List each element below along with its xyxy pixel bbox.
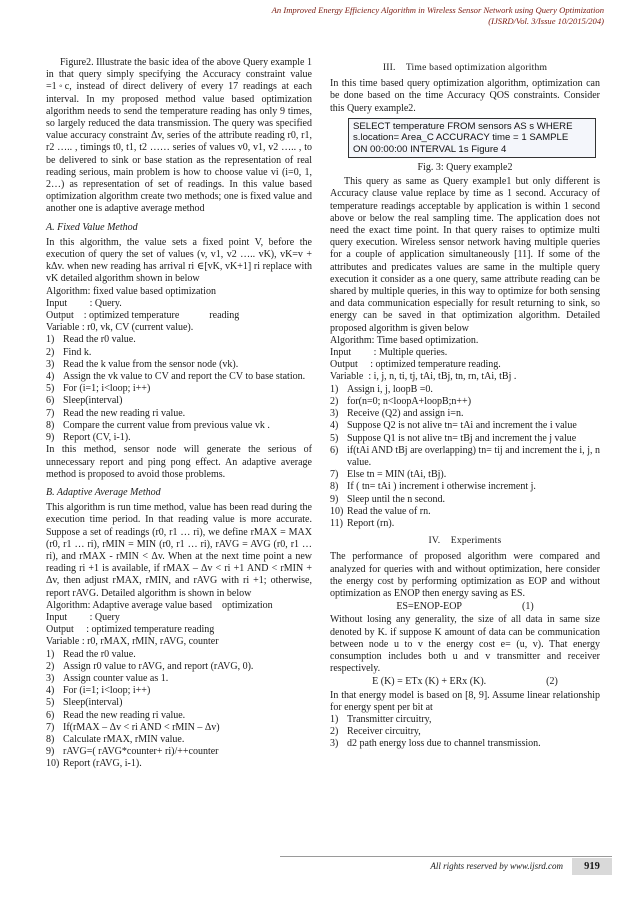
- list-item: 11) Report (rn).: [330, 517, 395, 529]
- page-footer: [0, 856, 638, 876]
- list-item: 5) For (i=1; i<loop; i++): [46, 383, 151, 395]
- fixed-algorithm-title: Algorithm: fixed value based optimization: [46, 285, 216, 297]
- list-item: 7) Read the new reading ri value.: [46, 407, 186, 419]
- figure-line: ON 00:00:00 INTERVAL 1s Figure 4: [353, 143, 507, 155]
- list-item: 5) Sleep(interval): [46, 697, 123, 709]
- list-item: 3) Assign counter value as 1.: [46, 672, 169, 684]
- adaptive-algorithm-variable: Variable : r0, rMAX, rMIN, rAVG, counter: [46, 636, 219, 648]
- section-3-paragraph: In this time based query optimization algorithm, optimization can be done based on the time Accuracy QOS constraints. Consider this Query example2.: [330, 78, 600, 114]
- section-3-paragraph-2: This query as same as Query example1 but only different is Accuracy clause value replace by time as 1 second. Accuracy of temperature readings acceptable by application is within 1 second above or below the real sampling time. The application does not need the exact time point. In that query raises to optimize multi query execution. Wireless sensor network having multiple queries for a couple of application simultaneously [11]. If some of the attributes and predicates values are same in the multiple query execution it consider as a one query, same attribute reading can be shared by multiple queries, in this way to optimize for both sensing and data communication especially for result returning to sink, so energy can be saved in that optimization algorithm. Detailed proposed algorithm is given below: [330, 176, 600, 334]
- list-item: 8) Compare the current value from previous value vk .: [46, 419, 270, 431]
- list-item: 2) for(n=0; n<loopA+loopB;n++): [330, 395, 472, 407]
- list-item: 6) Sleep(interval): [46, 395, 123, 407]
- time-algorithm-title: Algorithm: Time based optimization.: [330, 334, 479, 346]
- adaptive-average-heading: B. Adaptive Average Method: [46, 486, 161, 498]
- right-column: [330, 57, 600, 751]
- list-item: 2) Receiver circuitry,: [330, 726, 421, 738]
- list-item: 8) If ( tn= tAi ) increment i otherwise increment j.: [330, 481, 536, 493]
- copyright-text: All rights reserved by www.ijsrd.com: [430, 861, 563, 871]
- list-item: 3) d2 path energy loss due to channel transmission.: [330, 738, 541, 750]
- header-journal: (IJSRD/Vol. 3/Issue 10/2015/204): [488, 16, 604, 26]
- fixed-algorithm-input: Input : Query.: [46, 297, 122, 309]
- list-item: 2) Assign r0 value to rAVG, and report (rAVG, 0).: [46, 660, 254, 672]
- time-algorithm-variable: Variable : i, j, n, ti, tj, tAi, tBj, tn, rn, tAi, tBj .: [330, 371, 517, 383]
- list-item: 9) rAVG=( rAVG*counter+ ri)/++counter: [46, 746, 219, 758]
- adaptive-algorithm-steps: [46, 649, 312, 771]
- footer-rule: [280, 856, 612, 857]
- running-header: [272, 5, 604, 27]
- list-item: 5) Suppose Q1 is not alive tn= tBj and increment the j value: [330, 432, 577, 444]
- energy-items-list: [330, 714, 600, 751]
- list-item: 1) Assign i, j, loopB =0.: [330, 383, 433, 395]
- page-number: 919: [572, 858, 612, 875]
- list-item: 6) Read the new reading ri value.: [46, 709, 186, 721]
- query-example-figure: [348, 118, 596, 158]
- equation-2: [330, 676, 600, 688]
- list-item: 4) For (i=1; i<loop; i++): [46, 685, 151, 697]
- equation-2-number: (2): [546, 676, 558, 688]
- header-title: An Improved Energy Efficiency Algorithm in Wireless Sensor Network using Query Optimization: [271, 5, 604, 15]
- list-item: 1) Read the r0 value.: [46, 334, 136, 346]
- energy-model-paragraph: In that energy model is based on [8, 9]. Assume linear relationship for energy spent per bit at: [330, 689, 600, 713]
- equation-1-body: ES=ENOP-EOP: [396, 601, 462, 613]
- left-column: [46, 57, 312, 771]
- list-item: 4) Suppose Q2 is not alive tn= tAi and increment the i value: [330, 420, 577, 432]
- list-item: 3) Receive (Q2) and assign i=n.: [330, 408, 464, 420]
- list-item: 7) Else tn = MIN (tAi, tBj).: [330, 469, 447, 481]
- list-item: 6) if(tAi AND tBj are overlapping) tn= tij and increment the i, j, n value.: [330, 444, 600, 468]
- list-item: 2) Find k.: [46, 346, 92, 358]
- list-item: 8) Calculate rMAX, rMIN value.: [46, 733, 185, 745]
- time-algorithm-input: Input : Multiple queries.: [330, 347, 448, 359]
- list-item: 9) Report (CV, i-1).: [46, 432, 131, 444]
- adaptive-algorithm-output: Output : optimized temperature reading: [46, 624, 215, 636]
- list-item: 1) Read the r0 value.: [46, 648, 136, 660]
- adaptive-average-paragraph: This algorithm is run time method, value has been read during the execution time period. In that reading value is more accurate. Suppose a set of readings (r0, r1 … ri), we define rMAX = MAX (r0, r1 … ri), rMIN = MIN (r0, r1 … ri), rAVG = AVG (r0, r1 … ri), and rMAX - rMIN < Δv. When at the next time point a new reading ri +1 is available, if rMAX – Δv < ri +1 AND < rMIN + Δv, then adjust rMAX, rMIN, and rAVG with ri +1; otherwise, report rAVG. Detailed algorithm is shown in below: [46, 502, 312, 599]
- fixed-algorithm-steps: [46, 334, 312, 444]
- figure-caption: Fig. 3: Query example2: [417, 162, 513, 174]
- section-4-paragraph: The performance of proposed algorithm were compared and analyzed for queries with and without optimization, here consider the energy cost by performing optimization as EOP and without optimization as ENOP then energy saving as ES.: [330, 551, 600, 599]
- fixed-value-heading: A. Fixed Value Method: [46, 221, 138, 233]
- section-3-heading: III. Time based optimization algorithm: [382, 62, 548, 73]
- list-item: 7) If(rMAX – Δv < ri AND < rMIN – Δv): [46, 721, 220, 733]
- fixed-algorithm-output: Output : optimized temperature reading: [46, 310, 240, 322]
- time-algorithm-output: Output : optimized temperature reading.: [330, 359, 501, 371]
- list-item: 10) Report (rAVG, i-1).: [46, 758, 142, 770]
- list-item: 1) Transmitter circuitry,: [330, 713, 432, 725]
- list-item: 4) Assign the vk value to CV and report the CV to base station.: [46, 371, 306, 383]
- figure-line: s.location= Area_C ACCURACY time = 1 SAMPLE: [353, 132, 569, 144]
- adaptive-algorithm-title: Algorithm: Adaptive average value based optimization: [46, 599, 273, 611]
- fixed-algorithm-variable: Variable : r0, vk, CV (current value).: [46, 322, 194, 334]
- list-item: 9) Sleep until the n second.: [330, 493, 446, 505]
- data-size-paragraph: Without losing any generality, the size of all data in same size denoted by K. if suppose K amount of data can be communication between node u to v the energy cost e= (u, v). That energy consumption includes both u and v transmitter and receiver respectively.: [330, 614, 600, 675]
- intro-paragraph: Figure2. Illustrate the basic idea of the above Query example 1 in that query simply specifying the Accuracy constraint value =1◦c, instead of direct delivery of every 17 readings at each interval. In my proposed method value based optimization algorithm needs to send the temperature reading has only 9 times, so largely reduced the data transmission. The query was specified value accuracy constraint Δv, series of the attribute reading r0, r1, r2 ….. , timings t0, t1, t2 …… series of values v0, v1, v2 ….. , to be delivered to sink or base station as the representation of real reading serious, main problem is how to choose value vi (i=0, 1, 2…) as representation of set of readings. In this value based optimization algorithm create two methods; one is fixed value and another one is adaptive average method: [46, 57, 312, 215]
- section-4-heading: IV. Experiments: [428, 535, 502, 547]
- equation-1-number: (1): [521, 601, 534, 613]
- figure-line: SELECT temperature FROM sensors AS s WHERE: [353, 120, 573, 132]
- list-item: 10) Read the value of rn.: [330, 505, 431, 517]
- equation-1: [330, 601, 600, 613]
- list-item: 3) Read the k value from the sensor node (vk).: [46, 358, 239, 370]
- fixed-value-conclusion: In this method, sensor node will generate the serious of unnecessary report and ping pong effect. An adaptive average method is proposed to avoid those problems.: [46, 444, 312, 480]
- time-algorithm-steps: [330, 384, 600, 530]
- equation-2-body: E (K) = ETx (K) + ERx (K).: [372, 676, 487, 688]
- fixed-value-paragraph: In this algorithm, the value sets a fixed point V, before the execution of query the set of values (v, v1, v2 ….. vK), vK=v + kΔv. when new reading has arrival ri ∈[vK, vK+1] ri replace with vK detailed algorithm shown in below: [46, 236, 312, 285]
- adaptive-algorithm-input: Input : Query: [46, 611, 120, 623]
